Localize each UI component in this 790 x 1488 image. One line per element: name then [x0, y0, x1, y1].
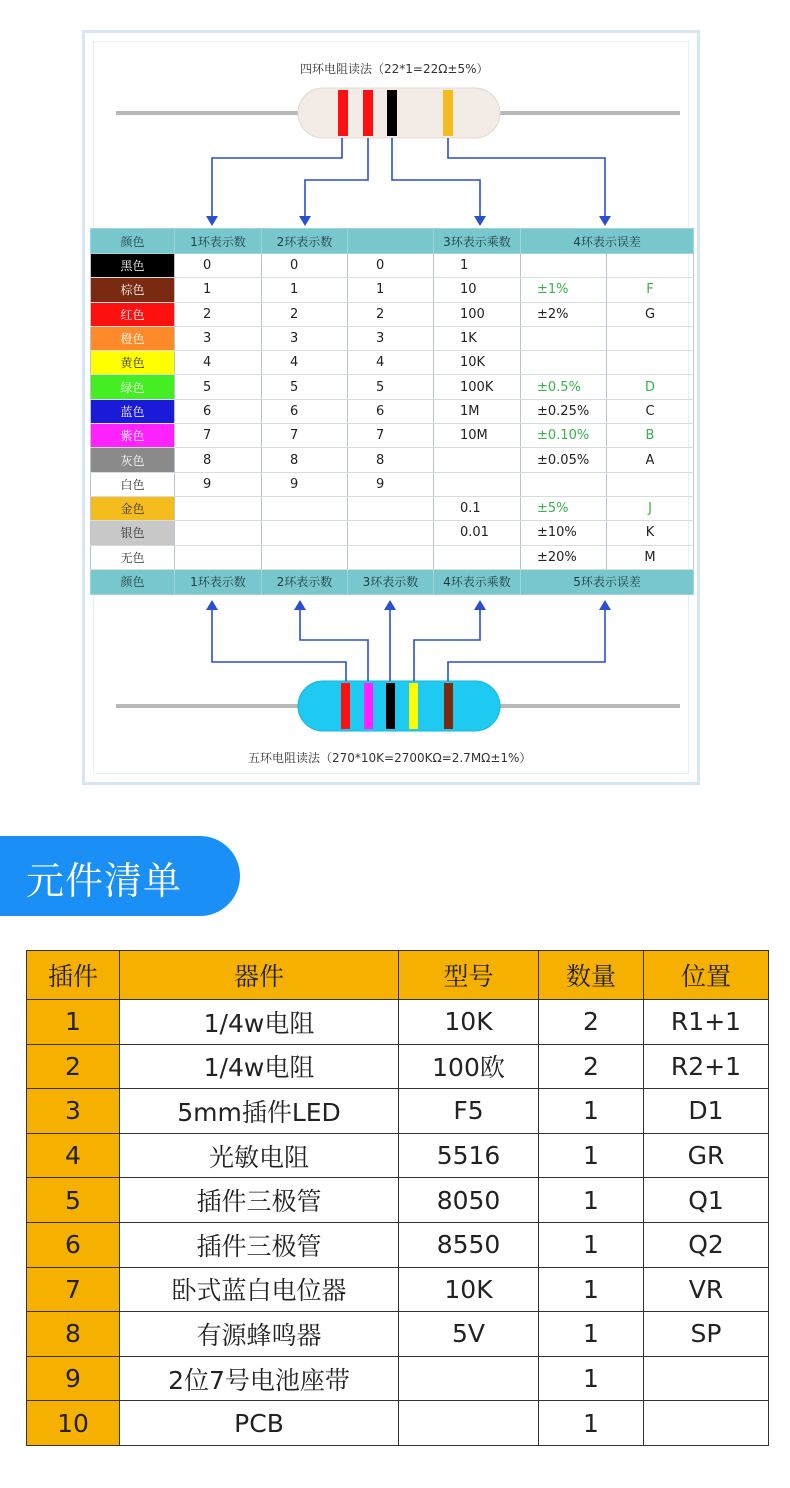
cell-tol	[521, 326, 607, 350]
color-code-row	[91, 326, 694, 350]
cell-d2: 8	[262, 448, 348, 472]
cell-d1: 4	[175, 351, 262, 375]
bom-index-cell: 4	[27, 1133, 120, 1178]
bom-index-cell: 5	[27, 1178, 120, 1223]
cell-tol: ±1%	[521, 278, 607, 302]
bom-qty-cell: 1	[539, 1267, 644, 1312]
cell-d1	[175, 496, 262, 520]
bom-section-heading	[0, 836, 240, 916]
color-code-row	[91, 375, 694, 399]
four-band-caption: 四环电阻读法（22*1=22Ω±5%）	[300, 62, 489, 76]
header-cell: 3环表示乘数	[434, 229, 521, 254]
cell-mult	[434, 472, 521, 496]
header-cell: 2环表示数	[262, 569, 348, 594]
bom-component-cell: 插件三极管	[120, 1222, 399, 1267]
cell-d1: 2	[175, 302, 262, 326]
cell-tol: ±2%	[521, 302, 607, 326]
five-band-caption: 五环电阻读法（270*10K=2700KΩ=2.7MΩ±1%）	[248, 751, 532, 765]
bom-header-cell: 器件	[120, 951, 399, 1000]
cell-d1: 0	[175, 254, 262, 278]
bom-position-cell: D1	[644, 1089, 769, 1134]
cell-code: M	[607, 545, 694, 569]
bom-index-cell: 7	[27, 1267, 120, 1312]
bom-model-cell: F5	[399, 1089, 539, 1134]
cell-mult	[434, 545, 521, 569]
color-code-row	[91, 351, 694, 375]
bom-index-cell: 1	[27, 1000, 120, 1045]
cell-tol	[521, 472, 607, 496]
color-swatch-cell: 黑色	[91, 254, 175, 278]
header-cell: 颜色	[91, 229, 175, 254]
bom-row	[27, 1089, 769, 1134]
cell-d3: 0	[348, 254, 434, 278]
bom-model-cell	[399, 1401, 539, 1446]
color-code-row	[91, 278, 694, 302]
cell-mult: 1K	[434, 326, 521, 350]
cell-d2: 1	[262, 278, 348, 302]
cell-mult	[434, 448, 521, 472]
bom-position-cell: SP	[644, 1312, 769, 1357]
color-swatch-cell: 橙色	[91, 326, 175, 350]
cell-mult: 10M	[434, 424, 521, 448]
cell-d2: 7	[262, 424, 348, 448]
bom-index-cell: 10	[27, 1401, 120, 1446]
bom-header-cell: 插件	[27, 951, 120, 1000]
cell-code: C	[607, 399, 694, 423]
color-code-header-bottom	[91, 569, 694, 594]
bom-qty-cell: 1	[539, 1312, 644, 1357]
color-swatch-cell: 棕色	[91, 278, 175, 302]
bom-qty-cell: 1	[539, 1133, 644, 1178]
cell-mult: 0.01	[434, 521, 521, 545]
bom-row	[27, 1401, 769, 1446]
header-cell	[348, 229, 434, 254]
cell-d2: 6	[262, 399, 348, 423]
bom-model-cell: 10K	[399, 1267, 539, 1312]
cell-d1	[175, 521, 262, 545]
color-code-row	[91, 472, 694, 496]
bom-qty-cell: 1	[539, 1401, 644, 1446]
bom-component-cell: 插件三极管	[120, 1178, 399, 1223]
bom-position-cell: VR	[644, 1267, 769, 1312]
bom-header-cell: 型号	[399, 951, 539, 1000]
header-cell: 2环表示数	[262, 229, 348, 254]
cell-code	[607, 326, 694, 350]
bom-row	[27, 1133, 769, 1178]
cell-code: B	[607, 424, 694, 448]
color-code-row	[91, 448, 694, 472]
bom-model-cell: 10K	[399, 1000, 539, 1045]
bom-position-cell: R1+1	[644, 1000, 769, 1045]
cell-d2: 0	[262, 254, 348, 278]
bom-position-cell: R2+1	[644, 1044, 769, 1089]
cell-code: D	[607, 375, 694, 399]
cell-d3: 1	[348, 278, 434, 302]
cell-code	[607, 351, 694, 375]
color-swatch-cell: 紫色	[91, 424, 175, 448]
cell-mult: 100K	[434, 375, 521, 399]
cell-d3: 3	[348, 326, 434, 350]
color-code-row	[91, 496, 694, 520]
color-code-row	[91, 545, 694, 569]
color-swatch-cell: 灰色	[91, 448, 175, 472]
bom-title: 元件清单	[26, 859, 183, 903]
bom-qty-cell: 1	[539, 1356, 644, 1401]
color-swatch-cell: 无色	[91, 545, 175, 569]
color-swatch-cell: 金色	[91, 496, 175, 520]
cell-mult: 10	[434, 278, 521, 302]
bom-position-cell: Q1	[644, 1178, 769, 1223]
bom-component-cell: 光敏电阻	[120, 1133, 399, 1178]
header-cell: 5环表示误差	[521, 569, 694, 594]
cell-tol: ±0.25%	[521, 399, 607, 423]
cell-mult: 1M	[434, 399, 521, 423]
header-cell: 3环表示数	[348, 569, 434, 594]
cell-d2	[262, 545, 348, 569]
color-code-row	[91, 254, 694, 278]
header-cell: 4环表示误差	[521, 229, 694, 254]
bom-header-cell: 数量	[539, 951, 644, 1000]
cell-d1	[175, 545, 262, 569]
cell-d3: 7	[348, 424, 434, 448]
header-cell: 1环表示数	[175, 569, 262, 594]
cell-d3: 6	[348, 399, 434, 423]
color-swatch-cell: 绿色	[91, 375, 175, 399]
cell-tol: ±0.10%	[521, 424, 607, 448]
cell-d3: 9	[348, 472, 434, 496]
bom-index-cell: 6	[27, 1222, 120, 1267]
cell-mult: 1	[434, 254, 521, 278]
bom-model-cell: 5V	[399, 1312, 539, 1357]
color-code-rows	[91, 254, 694, 570]
cell-d2	[262, 521, 348, 545]
cell-code: G	[607, 302, 694, 326]
bom-component-cell: 1/4w电阻	[120, 1044, 399, 1089]
bom-model-cell: 8050	[399, 1178, 539, 1223]
bom-row	[27, 1178, 769, 1223]
bom-component-cell: 2位7号电池座带	[120, 1356, 399, 1401]
cell-tol: ±5%	[521, 496, 607, 520]
cell-d3	[348, 545, 434, 569]
bom-index-cell: 3	[27, 1089, 120, 1134]
cell-d1: 6	[175, 399, 262, 423]
bom-position-cell: Q2	[644, 1222, 769, 1267]
color-code-header-top	[91, 229, 694, 254]
bom-qty-cell: 1	[539, 1222, 644, 1267]
cell-code: J	[607, 496, 694, 520]
cell-d1: 5	[175, 375, 262, 399]
cell-tol: ±0.5%	[521, 375, 607, 399]
bom-rows	[27, 1000, 769, 1446]
bom-index-cell: 9	[27, 1356, 120, 1401]
cell-d2: 9	[262, 472, 348, 496]
cell-tol	[521, 254, 607, 278]
color-code-row	[91, 521, 694, 545]
bom-position-cell	[644, 1401, 769, 1446]
bom-header-row	[27, 951, 769, 1000]
color-swatch-cell: 白色	[91, 472, 175, 496]
bom-component-cell: 有源蜂鸣器	[120, 1312, 399, 1357]
bom-qty-cell: 2	[539, 1044, 644, 1089]
cell-d2: 2	[262, 302, 348, 326]
cell-mult: 10K	[434, 351, 521, 375]
bom-model-cell: 8550	[399, 1222, 539, 1267]
bom-row	[27, 1044, 769, 1089]
cell-d3: 2	[348, 302, 434, 326]
cell-code: K	[607, 521, 694, 545]
cell-d1: 8	[175, 448, 262, 472]
bom-row	[27, 1312, 769, 1357]
color-swatch-cell: 黄色	[91, 351, 175, 375]
bom-position-cell: GR	[644, 1133, 769, 1178]
bom-qty-cell: 1	[539, 1178, 644, 1223]
bom-model-cell: 100欧	[399, 1044, 539, 1089]
cell-d2	[262, 496, 348, 520]
cell-code	[607, 254, 694, 278]
cell-d3: 4	[348, 351, 434, 375]
bom-qty-cell: 1	[539, 1089, 644, 1134]
color-code-row	[91, 424, 694, 448]
color-swatch-cell: 蓝色	[91, 399, 175, 423]
bom-component-cell: 1/4w电阻	[120, 1000, 399, 1045]
cell-d3	[348, 496, 434, 520]
bom-component-cell: 卧式蓝白电位器	[120, 1267, 399, 1312]
bom-qty-cell: 2	[539, 1000, 644, 1045]
bom-model-cell: 5516	[399, 1133, 539, 1178]
cell-tol: ±10%	[521, 521, 607, 545]
cell-d1: 3	[175, 326, 262, 350]
cell-tol	[521, 351, 607, 375]
cell-mult: 0.1	[434, 496, 521, 520]
cell-d3	[348, 521, 434, 545]
cell-d2: 4	[262, 351, 348, 375]
cell-d2: 5	[262, 375, 348, 399]
bom-component-cell: PCB	[120, 1401, 399, 1446]
bom-component-cell: 5mm插件LED	[120, 1089, 399, 1134]
bom-table	[26, 950, 769, 1446]
cell-code	[607, 472, 694, 496]
color-swatch-cell: 红色	[91, 302, 175, 326]
cell-d3: 8	[348, 448, 434, 472]
cell-mult: 100	[434, 302, 521, 326]
cell-d1: 9	[175, 472, 262, 496]
bom-model-cell	[399, 1356, 539, 1401]
header-cell: 4环表示乘数	[434, 569, 521, 594]
bom-row	[27, 1000, 769, 1045]
color-code-row	[91, 399, 694, 423]
bom-row	[27, 1267, 769, 1312]
cell-d1: 1	[175, 278, 262, 302]
bom-index-cell: 8	[27, 1312, 120, 1357]
cell-tol: ±20%	[521, 545, 607, 569]
bom-index-cell: 2	[27, 1044, 120, 1089]
cell-d3: 5	[348, 375, 434, 399]
bom-header-cell: 位置	[644, 951, 769, 1000]
header-cell: 1环表示数	[175, 229, 262, 254]
cell-d1: 7	[175, 424, 262, 448]
cell-code: A	[607, 448, 694, 472]
cell-code: F	[607, 278, 694, 302]
bom-position-cell	[644, 1356, 769, 1401]
color-swatch-cell: 银色	[91, 521, 175, 545]
color-code-row	[91, 302, 694, 326]
bom-row	[27, 1222, 769, 1267]
cell-d2: 3	[262, 326, 348, 350]
bom-row	[27, 1356, 769, 1401]
cell-tol: ±0.05%	[521, 448, 607, 472]
color-code-table	[90, 228, 694, 595]
header-cell: 颜色	[91, 569, 175, 594]
